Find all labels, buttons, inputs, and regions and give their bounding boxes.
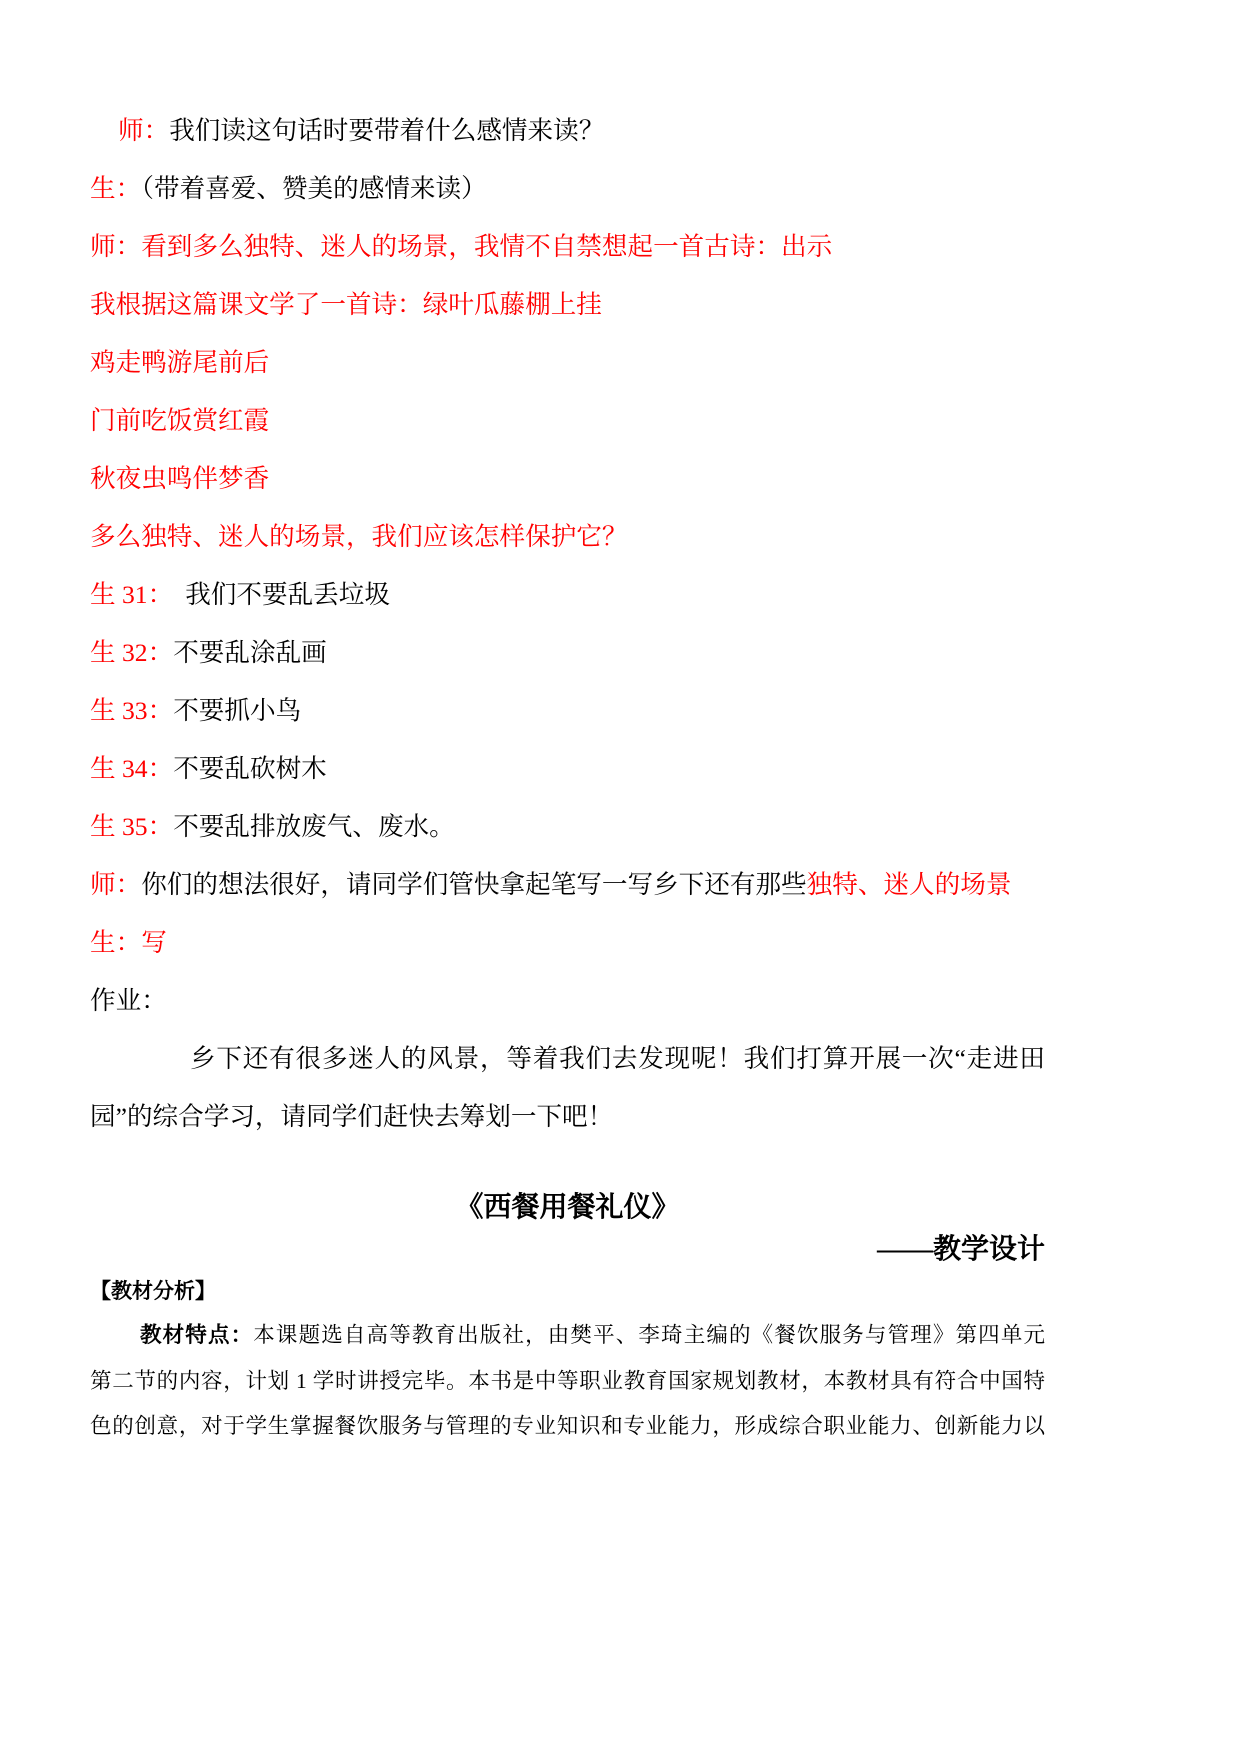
teacher-speaker-label: 师： [90,232,142,261]
poem-line: 秋夜虫鸣伴梦香 [90,464,270,493]
student-reply-line [90,160,1045,218]
homework-text-line: 园”的综合学习，请同学们赶快去筹划一下吧！ [90,1102,614,1131]
student-answer-text: 不要乱砍树木 [173,754,327,783]
teacher-prompt-highlight: 独特、迷人的场景 [806,870,1012,899]
lesson-plan-subtitle: ——教学设计 [876,1234,1045,1265]
lesson-dialogue [90,102,1045,1146]
lesson-plan-title: 《西餐用餐礼仪》 [455,1192,680,1223]
homework-label: 作业： [90,986,167,1015]
student-answer-line [90,566,1045,624]
poem-intro-text: 我根据这篇课文学了一首诗： [90,290,423,319]
teacher-intro-text: 看到多么独特、迷人的场景，我情不自禁想起一首古诗：出示 [141,232,833,261]
student-speaker-label: 生 31： [90,580,174,609]
teacher-speaker-label: 师： [90,870,142,899]
teacher-question-line [90,102,1045,160]
teacher-prompt-text: 你们的想法很好，请同学们管快拿起笔写一写乡下还有那些 [141,870,807,899]
student-answer-text: 不要乱涂乱画 [173,638,327,667]
poem-line: 绿叶瓜藤棚上挂 [422,290,602,319]
teacher-speaker-label: 师： [118,116,170,145]
student-speaker-label: 生 32： [90,638,174,667]
student-answer-line [90,740,1045,798]
student-answer-text: 我们不要乱丢垃圾 [185,580,390,609]
student-answer-line [90,798,1045,856]
student-answer-line [90,624,1045,682]
textbook-features-text: 本课题选自高等教育出版社，由樊平、李琦主编的《餐饮服务与管理》第四单元 [253,1323,1045,1347]
student-speaker-label: 生： [90,174,142,203]
student-answer-line [90,682,1045,740]
teacher-prompt-line [90,856,1045,914]
homework-text-line: 乡下还有很多迷人的风景，等着我们去发现呢！我们打算开展一次“走进田 [190,1044,1045,1073]
poem-intro-line [90,276,1045,334]
textbook-analysis [90,1313,1045,1450]
teacher-intro-line [90,218,1045,276]
student-speaker-label: 生 33： [90,696,174,725]
student-action-line [90,914,1045,972]
student-speaker-label: 生 34： [90,754,174,783]
textbook-features-label: 教材特点： [140,1323,254,1347]
textbook-features-line: 色的创意，对于学生掌握餐饮服务与管理的专业知识和专业能力，形成综合职业能力、创新能力以 [90,1414,1045,1438]
teacher-question-text: 我们读这句话时要带着什么感情来读？ [169,116,605,145]
poem-line: 门前吃饭赏红霞 [90,406,270,435]
textbook-features-line: 第二节的内容，计划 1 学时讲授完毕。本书是中等职业教育国家规划教材，本教材具有符合中国特 [90,1368,1045,1393]
textbook-features-line [90,1313,1045,1359]
student-speaker-label: 生： [90,928,142,957]
student-speaker-label: 生 35： [90,812,174,841]
student-answer-text: 不要乱排放废气、废水。 [173,812,455,841]
section-heading: 【教材分析】 [90,1279,216,1303]
poem-line: 鸡走鸭游尾前后 [90,348,270,377]
teacher-protect-question: 多么独特、迷人的场景，我们应该怎样保护它？ [90,522,628,551]
student-answer-text: 不要抓小鸟 [173,696,302,725]
student-action-text: 写 [141,928,167,957]
student-reply-text: （带着喜爱、赞美的感情来读） [141,174,487,203]
